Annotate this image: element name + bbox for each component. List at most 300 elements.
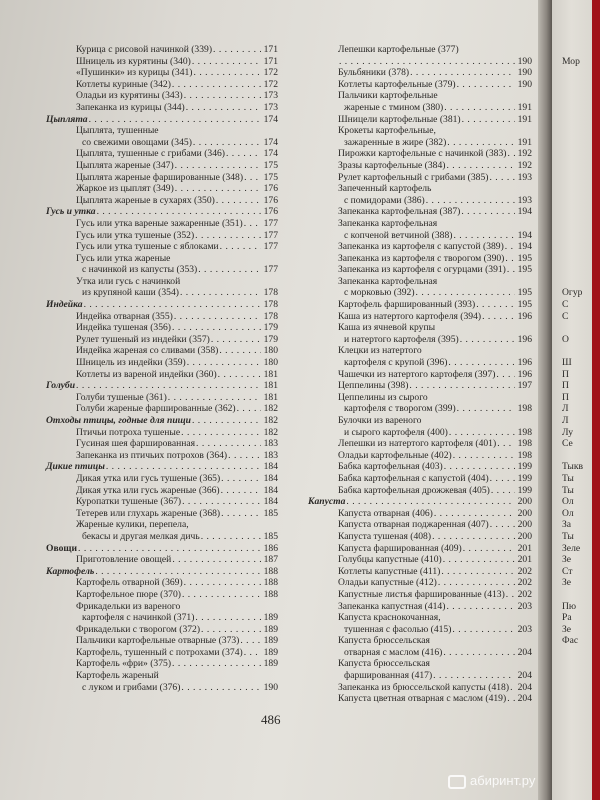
toc-entry	[308, 380, 532, 392]
toc-entry-title: Пальчики картофельные	[338, 90, 438, 102]
toc-entry	[308, 90, 532, 102]
toc-entry-title: Рулет картофельный с грибами (385)	[338, 171, 489, 183]
next-page-fragment	[562, 195, 583, 207]
dot-leader	[482, 311, 515, 323]
toc-entry	[46, 253, 278, 265]
toc-entry	[46, 369, 278, 381]
toc-page-ref: 202	[517, 565, 532, 577]
dot-leader	[193, 137, 261, 149]
toc-page-ref: 187	[263, 554, 278, 566]
next-page-fragment: Ст	[562, 565, 573, 577]
next-page-fragment: Л	[562, 415, 569, 426]
toc-entry-title: с луком и грибами (376)	[82, 681, 181, 693]
dot-leader	[216, 195, 261, 207]
toc-entry-title: Картофель жареный	[76, 670, 159, 682]
next-page-fragment: Се	[562, 438, 573, 450]
toc-entry	[46, 485, 278, 497]
toc-entry-title: Индейка	[46, 299, 83, 311]
toc-page-ref: 199	[517, 484, 532, 496]
dot-leader	[219, 345, 261, 357]
toc-entry	[46, 403, 278, 415]
toc-entry	[46, 230, 278, 242]
toc-page-ref: 184	[263, 472, 278, 484]
toc-page-ref: 171	[263, 55, 278, 67]
page-number: 486	[261, 712, 281, 727]
book-gutter	[538, 0, 552, 800]
toc-entry	[308, 554, 532, 566]
dot-leader	[339, 56, 515, 68]
toc-page-ref: 190	[517, 55, 532, 67]
toc-entry	[46, 137, 278, 149]
toc-entry	[46, 647, 278, 659]
toc-page-ref: 190	[517, 78, 532, 90]
toc-entry-title: Запеканка из курицы (344)	[76, 101, 185, 113]
toc-page-ref: 181	[263, 380, 278, 392]
toc-entry-title: Голуби	[46, 380, 76, 392]
toc-entry-title: Пирожки картофельные с начинкой (383)	[338, 148, 507, 160]
toc-entry-title: Индейка тушеная (356)	[76, 322, 172, 334]
next-page-fragment	[562, 206, 583, 218]
next-page-fragment: Мор	[562, 55, 580, 67]
dot-leader	[172, 658, 261, 670]
next-page-fragment	[562, 137, 583, 149]
dot-leader	[443, 554, 515, 566]
toc-entry	[308, 601, 532, 613]
toc-entry-title: Крокеты картофельные,	[338, 125, 436, 137]
toc-entry	[308, 519, 532, 531]
toc-entry	[46, 195, 278, 207]
toc-page-ref: 172	[263, 67, 278, 79]
toc-page-ref: 196	[517, 357, 532, 369]
toc-entry-title: Пальчики картофельные отварные (373)	[76, 635, 240, 647]
toc-page-ref: 189	[263, 635, 278, 647]
toc-entry-title: Курица с рисовой начинкой (339)	[76, 44, 213, 55]
toc-page-ref: 195	[517, 264, 532, 276]
toc-entry-title: Цеппелины из сырого	[338, 391, 428, 403]
toc-page-ref: 197	[517, 380, 532, 392]
toc-page-ref: 198	[517, 449, 532, 461]
toc-page-ref: 199	[517, 472, 532, 484]
dot-leader	[186, 102, 261, 114]
toc-page-ref: 194	[517, 241, 532, 253]
toc-entry-title: Картофель	[46, 565, 95, 577]
toc-entry	[46, 90, 278, 102]
toc-entry	[308, 253, 532, 265]
toc-entry	[308, 485, 532, 497]
toc-entry-title: Индейка отварная (355)	[76, 310, 173, 322]
toc-entry-title: с начинкой из капусты (353)	[82, 264, 198, 276]
toc-page-ref: 184	[263, 484, 278, 496]
toc-entry	[46, 635, 278, 647]
next-page-fragment: Зеле	[562, 542, 581, 554]
toc-entry-title: Птичьи потроха тушеные	[76, 426, 181, 438]
toc-entry-title: Куропатки тушеные (367)	[76, 496, 182, 508]
dot-leader	[491, 485, 515, 497]
dot-leader	[505, 241, 515, 253]
toc-entry	[46, 415, 278, 427]
dot-leader	[244, 172, 261, 184]
toc-entry-title: Цеппелины (398)	[338, 380, 409, 392]
dot-leader	[438, 577, 515, 589]
toc-entry-title: тушенная с фасолью (415)	[344, 623, 452, 635]
toc-page-ref: 181	[263, 391, 278, 403]
next-page-fragment	[562, 264, 583, 276]
dot-leader	[244, 218, 261, 230]
dot-leader	[221, 508, 261, 520]
toc-entry-title: из крупяной каши (354)	[82, 287, 179, 299]
toc-entry-title: бекасы и другая мелкая дичь	[82, 530, 200, 542]
dot-leader	[457, 79, 515, 91]
next-page-fragment	[562, 67, 583, 79]
toc-entry-title: Голуби жареные фаршированные (362)	[76, 403, 236, 415]
toc-entry-title: Запеканка картофельная	[338, 217, 438, 229]
dot-leader	[211, 334, 261, 346]
toc-page-ref: 190	[517, 67, 532, 79]
watermark	[448, 773, 535, 789]
next-page-fragment	[562, 230, 583, 242]
toc-entry	[46, 56, 278, 68]
next-page-fragments	[562, 44, 583, 647]
toc-entry	[46, 148, 278, 160]
toc-page-ref: 180	[263, 357, 278, 369]
next-page-fragment: П	[562, 368, 569, 380]
toc-entry	[308, 589, 532, 601]
toc-entry-title: Утка или гусь с начинкой	[76, 275, 181, 287]
next-page-fragment: Ол	[562, 507, 574, 519]
toc-entry	[46, 102, 278, 114]
toc-page-ref: 203	[517, 623, 532, 635]
toc-page-ref: 188	[263, 577, 278, 589]
toc-page-ref: 177	[263, 241, 278, 253]
toc-entry-title: Капуста краснокочанная,	[338, 612, 441, 624]
toc-page-ref: 195	[517, 287, 532, 299]
toc-entry-title: Клецки из натертого	[338, 345, 422, 357]
toc-entry-title: Картофель «фри» (375)	[76, 658, 172, 670]
toc-page-ref: 173	[263, 90, 278, 102]
toc-entry	[46, 496, 278, 508]
toc-entry	[308, 345, 532, 357]
dot-leader	[457, 403, 515, 415]
toc-entry-title: Жареные кулики, перепела,	[76, 519, 189, 531]
dot-leader	[226, 148, 261, 160]
toc-entry-title: Картофель, тушенный с потрохами (374)	[76, 646, 243, 658]
toc-page-ref: 188	[263, 565, 278, 577]
toc-page-ref: 184	[263, 496, 278, 508]
next-page-fragment	[562, 79, 583, 91]
toc-entry	[46, 566, 278, 578]
toc-page-ref: 194	[517, 206, 532, 218]
next-page-fragment: С	[562, 310, 569, 322]
toc-page-ref: 183	[263, 438, 278, 450]
next-page-fragment: Ты	[562, 530, 574, 542]
toc-entry-title: Зразы картофельные (384)	[338, 159, 446, 171]
toc-entry-title: Капуста брюссельская	[338, 658, 430, 670]
toc-entry-title: Шницель из курятины (340)	[76, 55, 191, 67]
toc-page-ref: 204	[517, 693, 532, 705]
toc-entry	[308, 427, 532, 439]
toc-entry	[46, 589, 278, 601]
next-page-fragment	[562, 125, 583, 137]
dot-leader	[228, 450, 261, 462]
toc-entry	[46, 79, 278, 91]
toc-page-ref: 184	[263, 461, 278, 473]
toc-entry-title: Бабка картофельная с капустой (404)	[338, 472, 489, 484]
toc-entry	[308, 311, 532, 323]
toc-page-ref: 171	[263, 44, 278, 55]
toc-entry	[46, 67, 278, 79]
toc-left-column	[46, 44, 278, 693]
dot-leader	[489, 172, 515, 184]
toc-page-ref: 178	[263, 287, 278, 299]
toc-page-ref: 194	[517, 229, 532, 241]
dot-leader	[410, 67, 515, 79]
dot-leader	[187, 357, 261, 369]
red-page-edge	[592, 0, 600, 800]
toc-entry-title: Котлеты из вареной индейки (360)	[76, 368, 217, 380]
toc-entry	[46, 670, 278, 682]
toc-page-ref: 177	[263, 229, 278, 241]
toc-page-ref: 192	[517, 148, 532, 160]
toc-entry-title: фаршированная (417)	[344, 670, 433, 682]
toc-entry-title: и сырого картофеля (400)	[344, 426, 448, 438]
dot-leader	[78, 543, 261, 555]
next-page-fragment: Л	[562, 403, 569, 415]
toc-page-ref: 204	[517, 681, 532, 693]
next-page-fragment: Ра	[562, 612, 572, 624]
dot-leader	[490, 473, 515, 485]
dot-leader	[505, 253, 515, 265]
dot-leader	[213, 44, 261, 56]
toc-entry-title: Каша из ячневой крупы	[338, 322, 436, 334]
toc-page-ref: 198	[517, 426, 532, 438]
dot-leader	[497, 438, 515, 450]
toc-entry-title: Картофельное пюре (370)	[76, 588, 181, 600]
next-page-fragment: Ол	[562, 496, 574, 508]
toc-entry-title: зажаренные в жире (382)	[344, 136, 447, 148]
toc-page-ref: 195	[517, 299, 532, 311]
dot-leader	[184, 577, 261, 589]
toc-entry-title: Фрикадельки из вареного	[76, 600, 181, 612]
toc-entry	[46, 44, 278, 56]
toc-entry	[308, 230, 532, 242]
toc-entry	[308, 635, 532, 647]
toc-entry	[46, 658, 278, 670]
next-page-fragment	[562, 450, 583, 462]
next-page-fragment	[562, 276, 583, 288]
toc-page-ref: 203	[517, 600, 532, 612]
toc-page-ref: 192	[517, 159, 532, 171]
toc-entry	[46, 380, 278, 392]
dot-leader	[192, 415, 261, 427]
toc-entry-title: Шницель из индейки (359)	[76, 357, 186, 369]
toc-entry-title: Котлеты капустные (411)	[338, 565, 441, 577]
next-page-fragment: П	[562, 380, 569, 392]
toc-entry-title: картофеля с творогом (399)	[344, 403, 456, 415]
toc-entry-title: Бульбяники (378)	[338, 67, 410, 79]
toc-entry	[308, 56, 532, 68]
dot-leader	[496, 369, 515, 381]
toc-entry-title: Запеканка из птичьих потрохов (364)	[76, 449, 228, 461]
toc-entry-title: Капуста цветная отварная с маслом (419)	[338, 693, 507, 705]
toc-entry-title: Цыплята жареные в сухарях (350)	[76, 194, 215, 206]
next-page-fragment	[562, 102, 583, 114]
toc-entry	[308, 693, 532, 705]
next-page-fragment: Зе	[562, 577, 572, 589]
toc-entry	[46, 264, 278, 276]
toc-entry-title: Цыплята жареные (347)	[76, 159, 174, 171]
toc-entry-title: Отходы птицы, годные для пищи	[46, 415, 191, 426]
toc-entry	[308, 114, 532, 126]
dot-leader	[409, 380, 515, 392]
dot-leader	[462, 114, 515, 126]
next-page-fragment: Огур	[562, 287, 583, 299]
toc-page-ref: 199	[517, 461, 532, 473]
toc-entry-title: с помидорами (386)	[344, 194, 425, 206]
next-page-fragment	[562, 218, 583, 230]
toc-entry-title: Лепешки картофельные (377)	[338, 44, 459, 55]
toc-entry	[46, 427, 278, 439]
toc-entry-title: Запеканка из картофеля с капустой (389)	[338, 241, 504, 253]
toc-entry-title: Шницели картофельные (381)	[338, 113, 461, 125]
toc-entry	[46, 172, 278, 184]
dot-leader	[432, 531, 515, 543]
toc-page-ref: 204	[517, 646, 532, 658]
toc-entry-title: Каша из натертого картофеля (394)	[338, 310, 482, 322]
toc-entry-title: Оладьи картофельные (402)	[338, 449, 452, 461]
next-page-fragment	[562, 241, 583, 253]
toc-entry-title: Дикая утка или гусь тушеные (365)	[76, 472, 221, 484]
toc-entry-title: Капуста отварная поджаренная (407)	[338, 519, 489, 531]
dot-leader	[433, 670, 515, 682]
toc-entry	[308, 496, 532, 508]
toc-entry	[46, 554, 278, 566]
dot-leader	[182, 496, 261, 508]
next-page-fragment: П	[562, 391, 569, 403]
toc-page-ref: 185	[263, 530, 278, 542]
toc-entry	[308, 403, 532, 415]
dot-leader	[463, 543, 515, 555]
dot-leader	[201, 531, 261, 543]
toc-entry	[46, 276, 278, 288]
toc-entry	[308, 624, 532, 636]
toc-entry	[308, 172, 532, 184]
toc-entry	[46, 345, 278, 357]
toc-entry-title: Гусиная шея фаршированная	[76, 438, 196, 450]
toc-entry-title: Запеканка картофельная	[338, 275, 438, 287]
toc-entry	[46, 241, 278, 253]
toc-page-ref: 179	[263, 333, 278, 345]
toc-entry	[308, 461, 532, 473]
next-page-fragment	[562, 253, 583, 265]
next-page-fragment: Фас	[562, 635, 579, 647]
dot-leader	[184, 90, 261, 102]
toc-entry	[308, 682, 532, 694]
toc-entry-title: Булочки из вареного	[338, 415, 422, 426]
dot-leader	[106, 461, 261, 473]
dot-leader	[172, 554, 261, 566]
toc-entry	[308, 287, 532, 299]
toc-entry-title: и натертого картофеля (395)	[344, 333, 459, 345]
dot-leader	[181, 682, 261, 694]
toc-entry	[46, 682, 278, 694]
next-page-fragment: О	[562, 333, 569, 345]
dot-leader	[175, 160, 261, 172]
dot-leader	[89, 114, 261, 126]
toc-page-ref: 186	[263, 542, 278, 554]
dot-leader	[76, 380, 261, 392]
dot-leader	[220, 241, 261, 253]
toc-page-ref: 189	[263, 623, 278, 635]
toc-entry-title: с морковью (392)	[344, 287, 415, 299]
toc-entry-title: Голубцы капустные (410)	[338, 554, 442, 566]
watermark-text: абиринт.ру	[470, 773, 536, 788]
toc-entry	[308, 577, 532, 589]
toc-entry-title: Цыплята	[46, 113, 88, 125]
toc-entry-title: Гусь или утка тушеные с яблоками	[76, 241, 219, 253]
next-page-fragment	[562, 44, 583, 56]
next-page-fragment: С	[562, 299, 569, 311]
toc-entry	[46, 519, 278, 531]
toc-page-ref: 173	[263, 101, 278, 113]
toc-entry	[308, 508, 532, 520]
toc-entry	[308, 125, 532, 137]
dot-leader	[198, 264, 261, 276]
dot-leader	[446, 601, 515, 613]
dot-leader	[97, 206, 261, 218]
toc-entry	[308, 160, 532, 172]
next-page-fragment: Зе	[562, 554, 572, 566]
toc-entry	[308, 264, 532, 276]
toc-page-ref: 196	[517, 333, 532, 345]
toc-page-ref: 174	[263, 148, 278, 160]
dot-leader	[201, 624, 261, 636]
toc-entry-title: Капуста	[308, 496, 346, 508]
toc-entry	[46, 218, 278, 230]
toc-page-ref: 176	[263, 206, 278, 218]
toc-entry	[46, 531, 278, 543]
toc-entry	[308, 450, 532, 462]
toc-entry	[308, 543, 532, 555]
toc-page-ref: 200	[517, 519, 532, 531]
toc-page-ref: 196	[517, 368, 532, 380]
toc-page-ref: 200	[517, 507, 532, 519]
toc-page-ref: 201	[517, 554, 532, 566]
toc-page-ref: 198	[517, 438, 532, 450]
toc-entry	[46, 612, 278, 624]
toc-entry	[46, 577, 278, 589]
toc-entry-title: Голуби тушеные (361)	[76, 391, 167, 403]
toc-entry	[308, 438, 532, 450]
toc-page-ref: 200	[517, 530, 532, 542]
dot-leader	[507, 693, 515, 705]
dot-leader	[452, 624, 515, 636]
toc-entry	[46, 601, 278, 613]
toc-page-ref: 175	[263, 171, 278, 183]
dot-leader	[192, 56, 261, 68]
toc-page-ref: 189	[263, 612, 278, 624]
toc-page-ref: 177	[263, 264, 278, 276]
dot-leader	[84, 299, 261, 311]
dot-leader	[95, 566, 261, 578]
toc-entry	[308, 299, 532, 311]
toc-page-ref: 176	[263, 194, 278, 206]
toc-entry	[308, 658, 532, 670]
toc-entry-title: Дикая утка или гусь жареные (366)	[76, 484, 220, 496]
next-page-fragment: Ты	[562, 484, 574, 496]
dot-leader	[168, 392, 261, 404]
toc-entry-title: Гусь или утка тушеные (352)	[76, 229, 195, 241]
dot-leader	[476, 299, 515, 311]
